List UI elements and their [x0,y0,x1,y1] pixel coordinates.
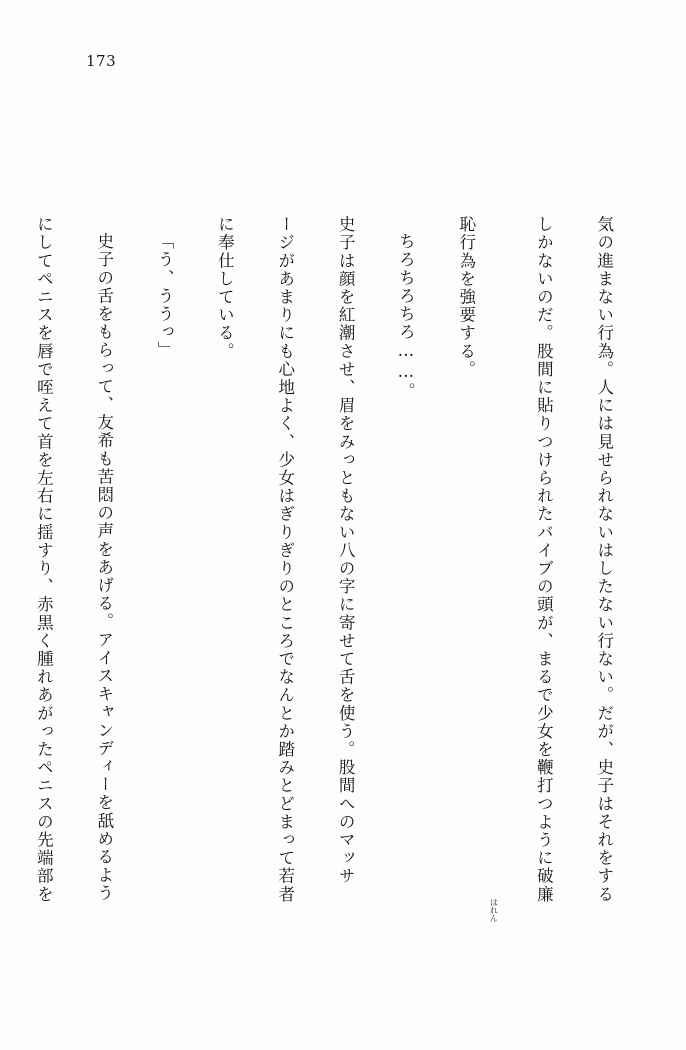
column-text: ージがあまりにも心地よく、少女はぎりぎりのところでなんとか踏みとどまって若者 [275,215,295,904]
text-column [259,92,311,903]
text-column [440,92,492,379]
ruby-reading-haren: はれん [489,898,499,922]
column-text: 史子は顔を紅潮させ、眉をみっともない八の字に寄せて舌を使う。股間へのマッサ [336,215,356,886]
column-text: 史子の舌をもらって、友希も苦悶の声をあげる。アイスキャンディーを舐めるよう [94,232,114,903]
column-text: にしてペニスを唇で咥えて首を左右に揺すり、赤黒く腫れあがったペニスの先端部を [34,215,54,904]
text-column [319,92,371,885]
column-text: 恥行為を強要する。 [456,215,476,379]
text-column [578,92,630,903]
text-column [199,92,251,360]
text-column [138,92,190,359]
text-column [78,92,130,902]
column-text: 気の進まない行為。人には見せられないはしたない行ない。だが、史子はそれをする [594,215,614,904]
vertical-text-block [34,92,630,972]
column-text: ちろちろちろ……。 [396,232,416,401]
column-text: に奉仕している。 [215,215,235,361]
page-number: 173 [86,52,117,70]
text-column [0,92,69,903]
column-text: しかないのだ。股間に貼りつけられたバイブの頭が、まるで少女を鞭打つように破廉 [534,215,554,904]
text-column [489,92,569,922]
column-text: 「う、ううっ」 [155,232,175,360]
text-column [380,92,432,401]
